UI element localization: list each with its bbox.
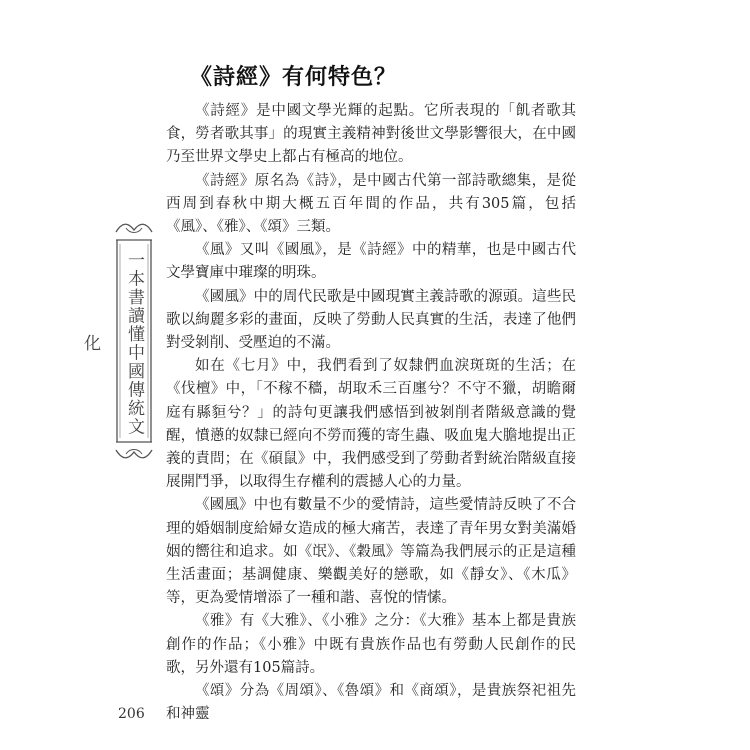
paragraph: 《國風》中的周代民歌是中國現實主義詩歌的源頭。這些民歌以絢麗多彩的畫面，反映了勞動人民真實的生活，表達了他們對受剝削、受壓迫的不滿。 (166, 288, 576, 352)
paragraph: 《風》又叫《國風》，是《詩經》中的精華，也是中國古代文學寶庫中璀璨的明珠。 (166, 242, 576, 282)
paragraph: 《詩經》是中國文學光輝的起點。它所表現的「飢者歌其食，勞者歌其事」的現實主義精神對後世文學影響很大，在中國乃至世界文學史上都占有極高的地位。 (166, 103, 576, 166)
section-title: 《詩經》有何特色？ (190, 64, 398, 90)
paragraph: 《雅》有《大雅》、《小雅》之分：《大雅》基本上都是貴族創作的作品；《小雅》中既有貴族作品也有勞動人民創作的民歌，另外還有105篇詩。 (166, 613, 576, 676)
body-text (166, 100, 576, 726)
paragraph: 《詩經》原名為《詩》，是中國古代第一部詩歌總集，是從西周到春秋中期大概五百年間的作品，共有305篇，包括《風》、《雅》、《頌》三類。 (166, 172, 576, 236)
paragraph: 《國風》中也有數量不少的愛情詩，這些愛情詩反映了不合理的婚姻制度給婦女造成的極大痛苦，表達了青年男女對美滿婚姻的嚮往和追求。如《氓》、《穀風》等篇為我們展示的正是這種生活畫面；基調健康、樂觀美好的戀歌，如《靜女》、《木瓜》等，更為愛情增添了一種和諧、喜悅的情愫。 (166, 497, 576, 607)
side-tab (80, 218, 156, 464)
page-number: 206 (118, 706, 145, 722)
paragraph: 《頌》分為《周頌》、《魯頌》和《商頌》，是貴族祭祀祖先和神靈 (166, 683, 576, 723)
paragraph: 如在《七月》中，我們看到了奴隸們血淚斑斑的生活；在《伐檀》中，「不稼不穡，胡取禾三百廛兮？不守不獵，胡瞻爾庭有縣貆兮？」的詩句更讓我們感悟到被剝削者階級意識的覺醒，憤懣的奴隸已經向不勞而獲的寄生蟲、吸血鬼大膽地提出正義的責問；在《碩鼠》中，我們感受到了勞動者對統治階級直接展開鬥爭，以取得生存權利的震撼人心的力量。 (166, 358, 576, 491)
side-tab-label: 一本書讀懂中國傳統文化 (80, 250, 144, 436)
